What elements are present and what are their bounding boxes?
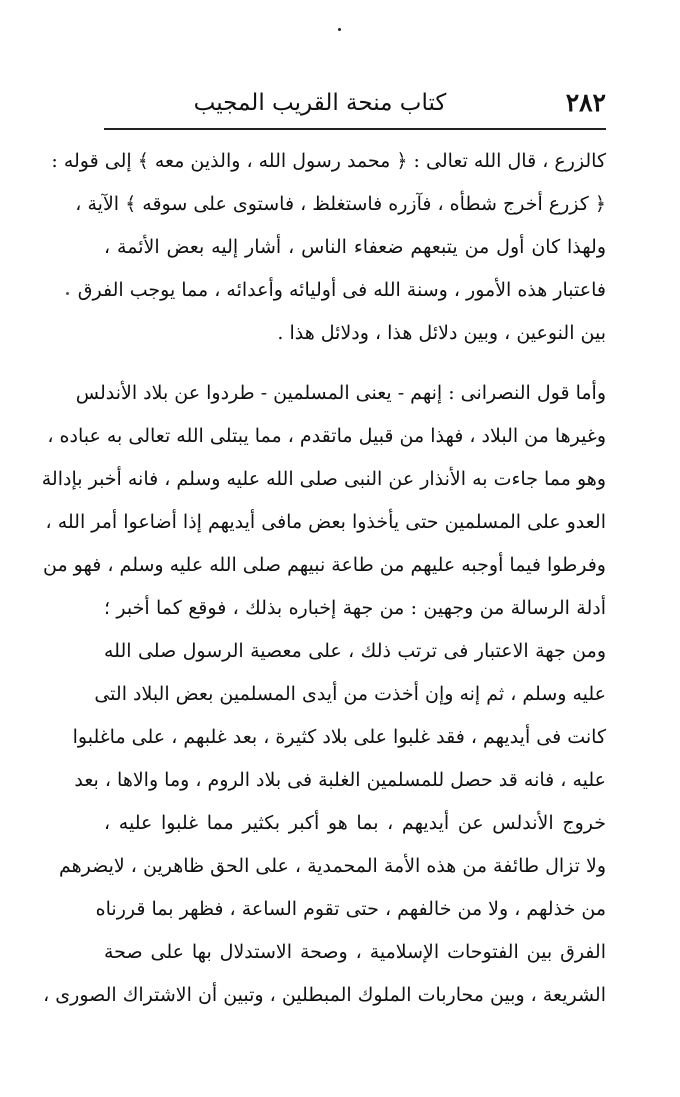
top-dot-mark (338, 28, 341, 31)
text-line: وغيرها من البلاد ، فهذا من قبيل ماتقدم ، مما يبتلى الله تعالى به عباده ، (47, 425, 606, 447)
page-header (104, 84, 606, 122)
text-line: الفرق بين الفتوحات الإسلامية ، وصحة الاستدلال بها على صحة (104, 941, 606, 963)
text-line: عليه ، فانه قد حصل للمسلمين الغلبة فى بلاد الروم ، وما والاها ، بعد (74, 769, 606, 791)
text-line: من خذلهم ، ولا من خالفهم ، حتى تقوم الساعة ، فظهر بما قررناه (95, 898, 606, 920)
text-line: ولهذا كان أول من يتبعهم ضعفاء الناس ، أشار إليه بعض الأئمة ، (104, 236, 606, 258)
text-line: بين النوعين ، وبين دلائل هذا ، ودلائل هذا . (277, 322, 606, 344)
page-number: ٢٨٢ (565, 88, 606, 117)
text-line: عليه وسلم ، ثم إنه وإن أخذت من أيدى المسلمين بعض البلاد التى (94, 683, 606, 705)
paragraph-1 (51, 140, 606, 355)
text-line: ﴿ كزرع أخرج شطأه ، فآزره فاستغلظ ، فاستوى على سوقه ﴾ الآية ، (75, 193, 606, 215)
text-line: وأما قول النصرانى : إنهم - يعنى المسلمين - طردوا عن بلاد الأندلس (75, 382, 606, 404)
text-line: الشريعة ، وبين محاربات الملوك المبطلين ، وتبين أن الاشتراك الصورى ، (43, 984, 606, 1006)
text-line: كالزرع ، قال الله تعالى : ﴿ محمد رسول الله ، والذين معه ﴾ إلى قوله : (51, 150, 606, 172)
body-text (41, 140, 606, 1017)
text-line: وفرطوا فيما أوجبه عليهم من طاعة نبيهم صلى الله عليه وسلم ، فهو من (43, 554, 606, 576)
running-title: كتاب منحة القريب المجيب (193, 90, 447, 116)
text-line: فاعتبار هذه الأمور ، وسنة الله فى أوليائه وأعدائه ، مما يوجب الفرق (77, 279, 606, 301)
text-line: وهو مما جاءت به الأنذار عن النبى صلى الله عليه وسلم ، فانه أخبر بإدالة (41, 468, 606, 490)
text-line: ولا تزال طائفة من هذه الأمة المحمدية ، على الحق ظاهرين ، لايضرهم (59, 855, 606, 877)
text-line: كانت فى أيديهم ، فقد غلبوا على بلاد كثيرة ، بعد غلبهم ، على ماغلبوا (72, 726, 606, 748)
text-line: ومن جهة الاعتبار فى ترتب ذلك ، على معصية الرسول صلى الله (104, 640, 606, 662)
paragraph-2 (41, 372, 606, 1017)
header-rule (104, 128, 606, 130)
margin-dot-mark (66, 292, 69, 295)
text-line: خروج الأندلس عن أيديهم ، بما هو أكبر بكثير مما غلبوا عليه ، (104, 812, 606, 834)
text-line: أدلة الرسالة من وجهين : من جهة إخباره بذلك ، فوقع كما أخبر ؛ (104, 597, 606, 619)
text-line: العدو على المسلمين حتى يأخذوا بعض مافى أيديهم إذا أضاعوا أمر الله ، (45, 511, 606, 533)
paragraph-gap (104, 355, 606, 372)
